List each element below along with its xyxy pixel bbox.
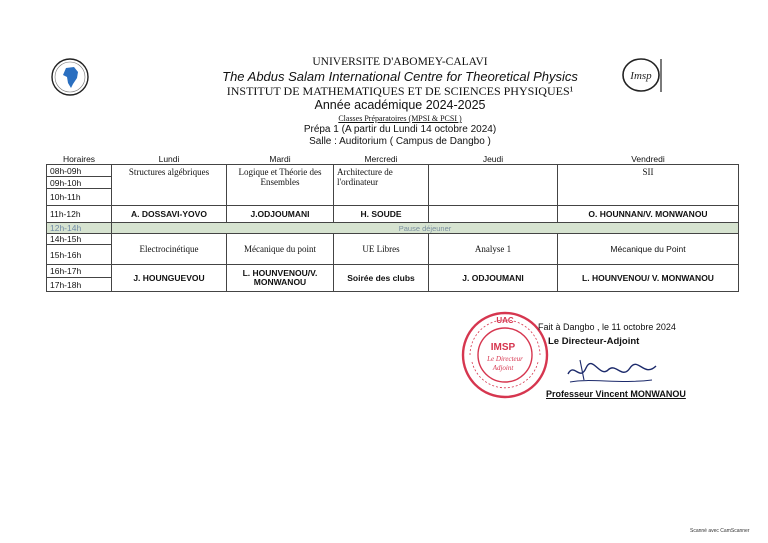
course-vendredi-morning: SII [558, 165, 739, 206]
teacher-mardi-morning: J.ODJOUMANI [227, 206, 334, 223]
place-and-date: Fait à Dangbo , le 11 octobre 2024 [538, 322, 676, 332]
course-lundi-morning: Structures algébriques [112, 165, 227, 206]
header-horaires: Horaires [62, 154, 96, 164]
uac-logo-icon [50, 57, 90, 97]
academic-year: Année académique 2024-2025 [314, 98, 486, 112]
course-jeudi-morning [429, 165, 558, 206]
teacher-mercredi-afternoon: Soirée des clubs [334, 265, 429, 292]
stamp-top-text: UAC [496, 316, 514, 325]
stamp-center-text: IMSP [490, 342, 516, 353]
ictp-name: The Abdus Salam International Centre for Theoretical Physics [222, 69, 578, 84]
imsp-logo-text: Imsp [630, 70, 652, 82]
document-header [180, 55, 620, 148]
teacher-mercredi-morning: H. SOUDE [334, 206, 429, 223]
timetable [46, 155, 739, 292]
time-slot: 09h-10h [47, 177, 112, 189]
institute-name: INSTITUT DE MATHEMATIQUES ET DE SCIENCES PHYSIQUES¹ [226, 84, 574, 98]
handwritten-signature-icon [560, 352, 660, 388]
course-vendredi-afternoon: Mécanique du Point [558, 234, 739, 265]
header-mardi: Mardi [269, 154, 291, 164]
classes-label: Classes Préparatoires (MPSI & PCSI ) [338, 114, 462, 123]
stamp-line-1: Le Directeur [487, 355, 523, 363]
signatory-title: Le Directeur-Adjoint [548, 336, 640, 347]
teacher-lundi-afternoon: J. HOUNGUEVOU [112, 265, 227, 292]
header-vendredi: Vendredi [631, 154, 665, 164]
course-mercredi-afternoon: UE Libres [334, 234, 429, 265]
prepa-label: Prépa 1 (A partir du Lundi 14 octobre 2024) [303, 124, 497, 135]
time-slot-pause: 12h-14h [47, 223, 112, 234]
stamp-line-2: Adjoint [492, 364, 514, 372]
time-slot: 08h-09h [47, 165, 112, 177]
scanner-watermark: Scanné avec CamScanner [690, 528, 750, 534]
course-lundi-afternoon: Electrocinétique [112, 234, 227, 265]
signatory-name: Professeur Vincent MONWANOU [546, 389, 686, 399]
course-mardi-morning: Logique et Théorie des Ensembles [227, 165, 334, 206]
room-label: Salle : Auditorium ( Campus de Dangbo ) [309, 136, 491, 147]
header-jeudi: Jeudi [482, 154, 504, 164]
time-slot: 17h-18h [47, 278, 112, 292]
teacher-jeudi-morning [429, 206, 558, 223]
course-jeudi-afternoon: Analyse 1 [429, 234, 558, 265]
teacher-jeudi-afternoon: J. ODJOUMANI [429, 265, 558, 292]
lunch-break: Pause déjeuner [112, 223, 739, 234]
time-slot: 16h-17h [47, 265, 112, 278]
time-slot: 11h-12h [47, 206, 112, 223]
university-name: UNIVERSITE D'ABOMEY-CALAVI [312, 56, 488, 68]
teacher-vendredi-morning: O. HOUNNAN/V. MONWANOU [558, 206, 739, 223]
time-slot: 15h-16h [47, 245, 112, 265]
time-slot: 14h-15h [47, 234, 112, 245]
header-mercredi: Mercredi [364, 154, 398, 164]
imsp-logo-icon [620, 56, 664, 94]
teacher-vendredi-afternoon: L. HOUNVENOU/ V. MONWANOU [558, 265, 739, 292]
header-lundi: Lundi [158, 154, 180, 164]
course-mardi-afternoon: Mécanique du point [227, 234, 334, 265]
course-mercredi-morning: Architecture de l'ordinateur [334, 165, 429, 206]
time-slot: 10h-11h [47, 189, 112, 206]
official-stamp-icon [460, 310, 550, 400]
teacher-mardi-afternoon: L. HOUNVENOU/V. MONWANOU [227, 265, 334, 292]
teacher-lundi-morning: A. DOSSAVI-YOVO [112, 206, 227, 223]
